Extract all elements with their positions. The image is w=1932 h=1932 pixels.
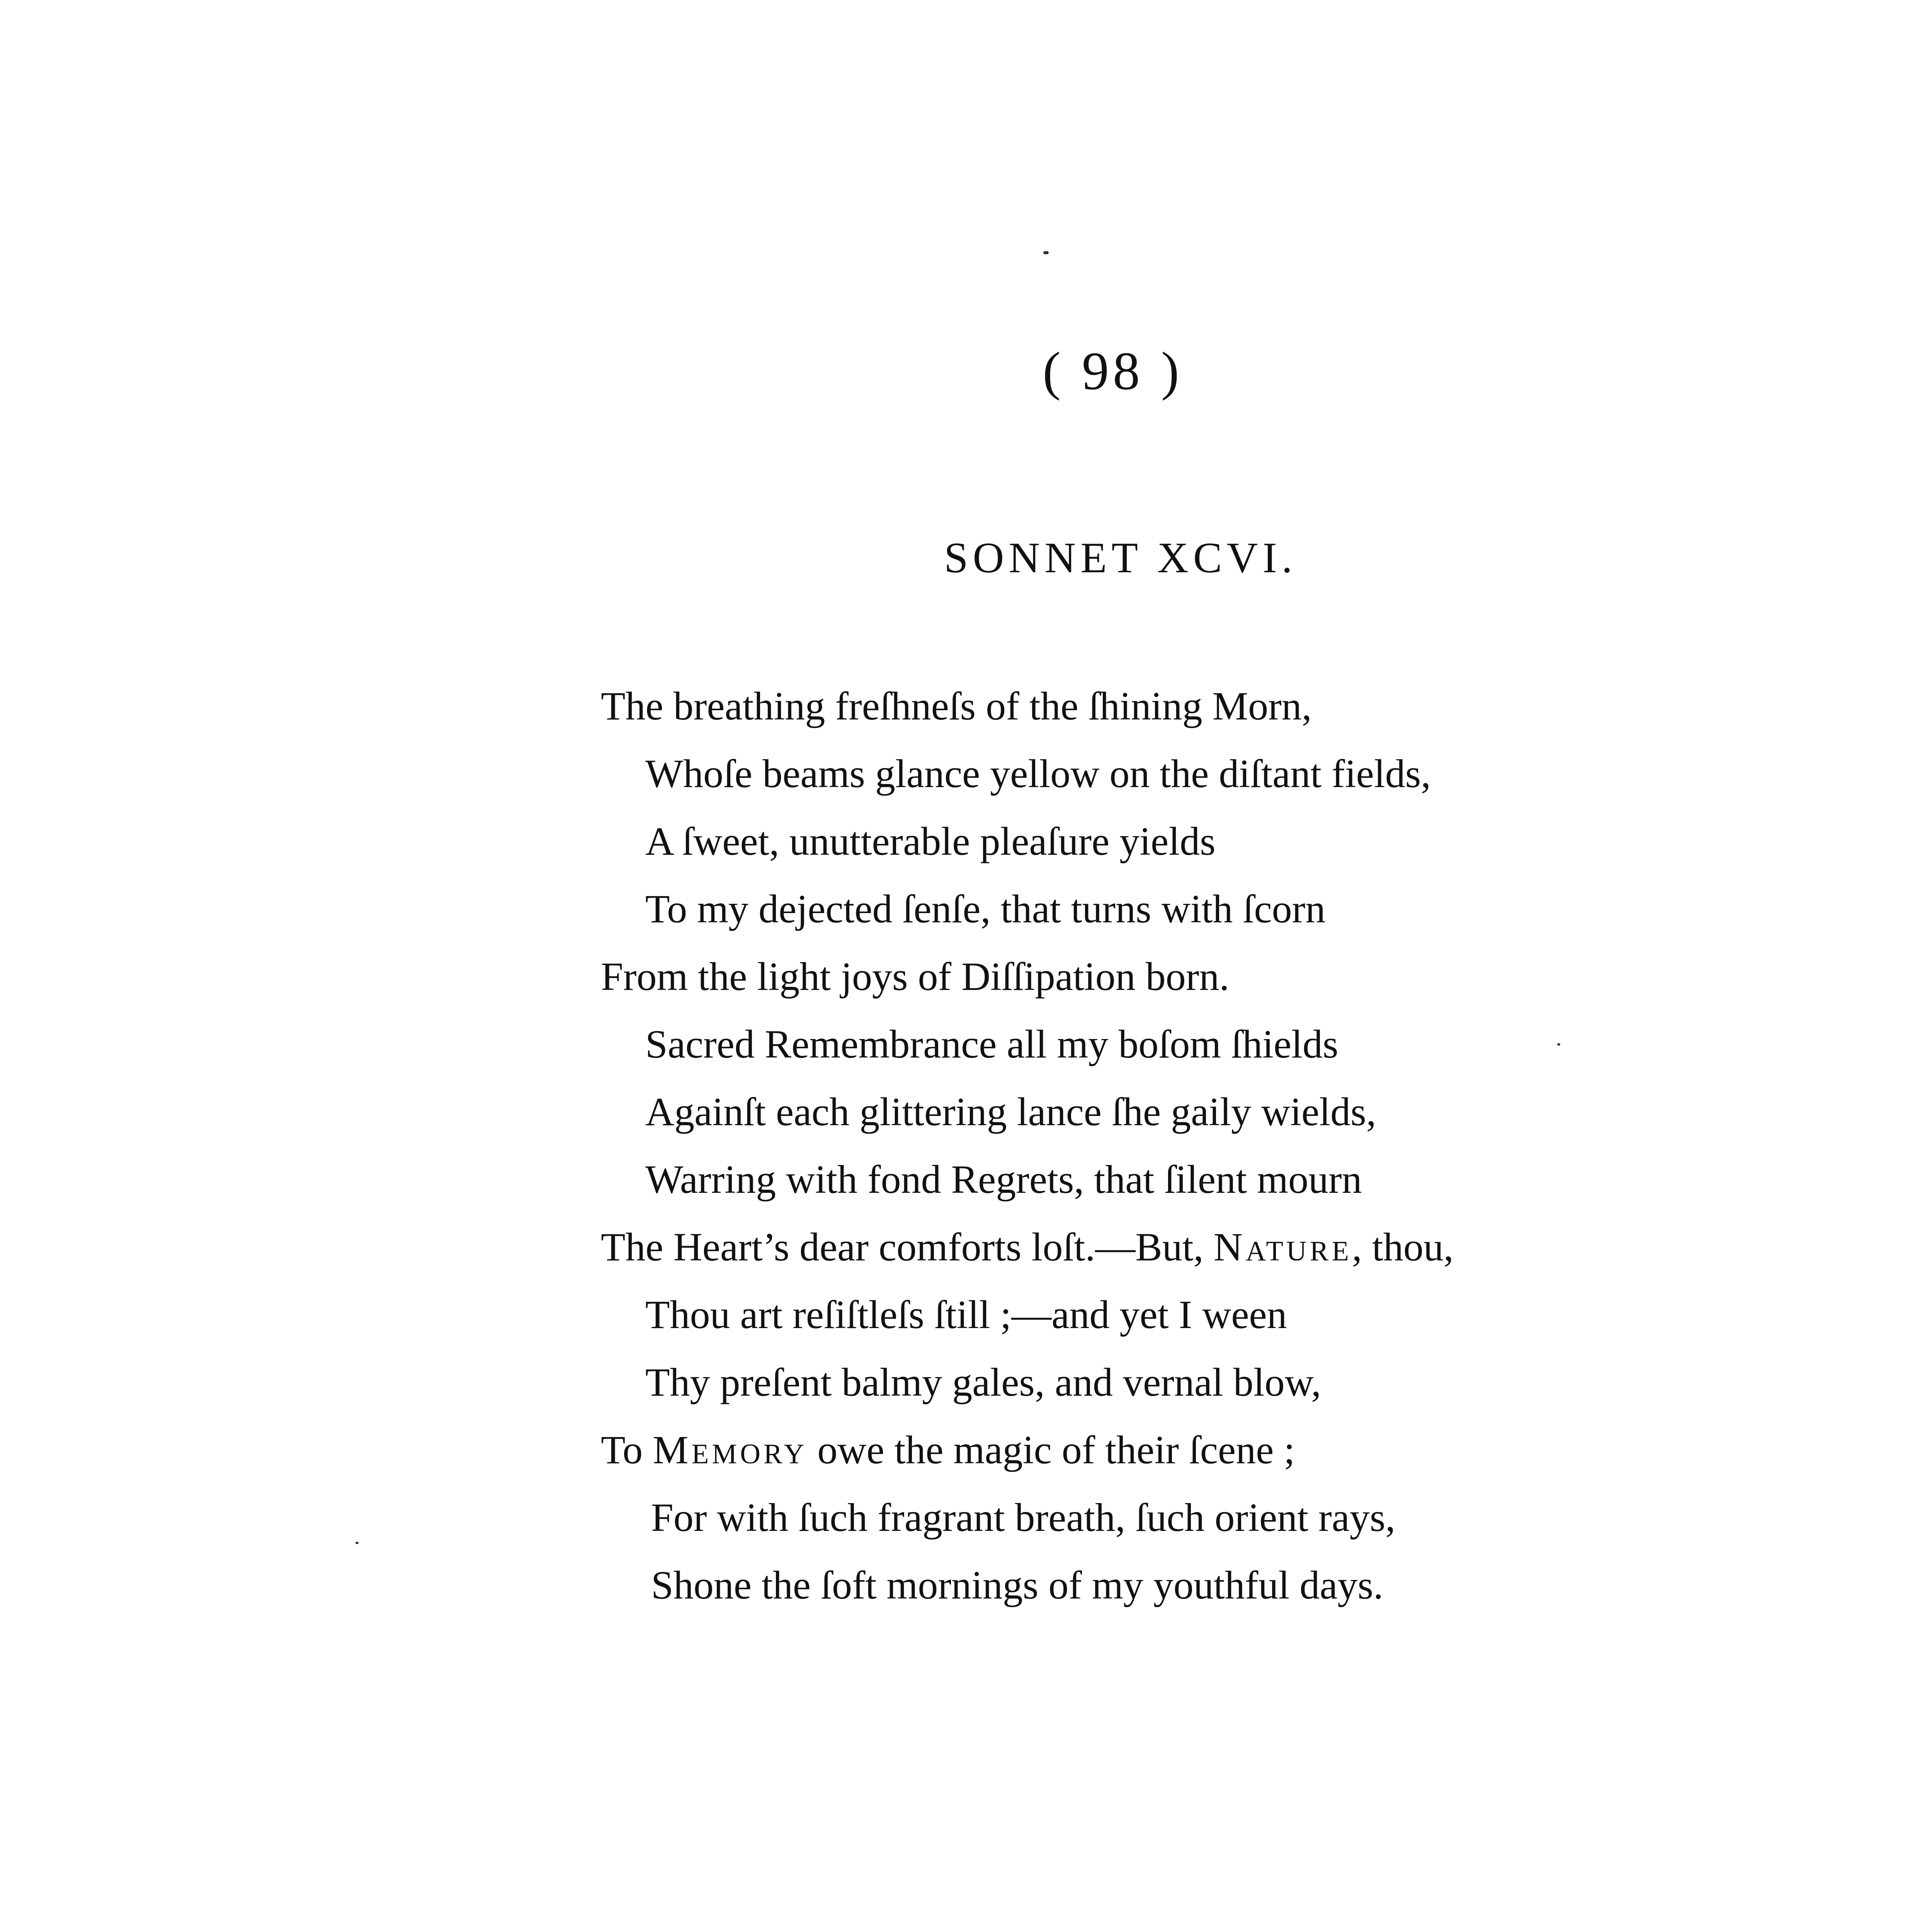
scan-speck (1043, 251, 1049, 254)
poem-line-9-start: The Heart’s dear comforts loſt.—But, (601, 1225, 1214, 1269)
poem-line-8: Warring with fond Regrets, that ſilent mourn (645, 1157, 1362, 1202)
poem-line-11: Thy preſent balmy gales, and vernal blow, (645, 1360, 1321, 1405)
sonnet-body (601, 672, 1605, 1619)
scan-speck (1557, 1043, 1560, 1046)
poem-line-7: Againſt each glittering lance ſhe gaily wields, (645, 1090, 1376, 1134)
poem-line-2: Whoſe beams glance yellow on the diſtant fields, (645, 752, 1431, 796)
poem-line-9 (601, 1213, 1605, 1281)
poem-line-9-emphasis: Nature (1213, 1225, 1352, 1269)
poem-line-10: Thou art reſiſtleſs ſtill ;—and yet I ween (645, 1293, 1287, 1337)
poem-line-9-end: , thou, (1352, 1225, 1454, 1269)
poem-line-12-end: owe the magic of their ſcene ; (807, 1428, 1295, 1472)
page-number: ( 98 ) (1043, 341, 1183, 401)
sonnet-title: SONNET XCVI. (944, 534, 1297, 582)
poem-line-12-start: To (601, 1428, 653, 1472)
poem-line-6: Sacred Remembrance all my boſom ſhields (645, 1022, 1338, 1066)
poem-line-4: To my dejected ſenſe, that turns with ſcorn (645, 887, 1326, 931)
poem-line-12 (601, 1416, 1605, 1484)
poem-line-3: A ſweet, unutterable pleaſure yields (645, 819, 1216, 864)
poem-line-1: The breathing freſhneſs of the ſhining Morn, (601, 684, 1312, 728)
poem-line-5: From the light joys of Diſſipation born. (601, 954, 1230, 999)
poem-line-13: For with ſuch fragrant breath, ſuch orient rays, (651, 1495, 1396, 1540)
poem-line-14: Shone the ſoft mornings of my youthful days. (651, 1563, 1383, 1607)
poem-line-12-emphasis: Memory (653, 1428, 808, 1472)
scan-speck (355, 1542, 359, 1544)
